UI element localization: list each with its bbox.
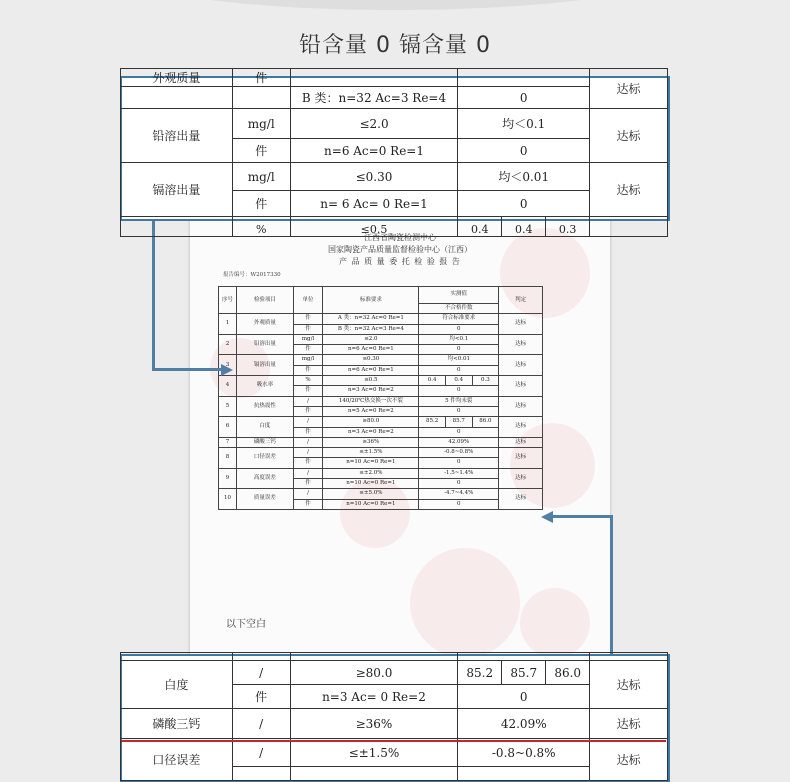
zoom-unit-lead: mg/l <box>232 109 290 139</box>
row-measured-value: 均<0.01 <box>419 355 499 365</box>
zoom-tail-val-1: 0.4 <box>458 217 502 237</box>
zoom-val2-cadmium: 0 <box>458 191 590 217</box>
report-row <box>219 376 543 386</box>
row-unit: / <box>293 437 323 447</box>
row-judgement: 达标 <box>499 334 543 355</box>
zoom-tail-val-3: 0.3 <box>546 217 590 237</box>
zoom-partial-item: 外观质量 <box>121 69 233 87</box>
row-requirement: n=6 Ac=0 Re=1 <box>323 365 419 375</box>
row-unit: 件 <box>293 345 323 355</box>
zoom-item-cadmium: 镉溶出量 <box>121 163 233 217</box>
zoom-item-lead: 铅溶出量 <box>121 109 233 163</box>
report-row <box>219 334 543 344</box>
highlight-line <box>121 740 666 742</box>
row-requirement: n=3 Ac=0 Re=2 <box>323 427 419 437</box>
row-unit: / <box>293 417 323 427</box>
arrow-left-icon <box>541 511 553 523</box>
zoom-partial-judge: 达标 <box>590 69 668 109</box>
zoom-req-caliber: ≤±1.5% <box>290 739 458 767</box>
row-requirement: ≤±1.5% <box>323 448 419 458</box>
report-row <box>219 489 543 499</box>
zoom-judge-cadmium: 达标 <box>590 163 668 217</box>
zoom-unit2-cadmium: 件 <box>232 191 290 217</box>
row-requirement: ≥80.0 <box>323 417 419 427</box>
row-unit: 件 <box>293 386 323 396</box>
row-item: 磷酸三钙 <box>237 437 293 447</box>
zoom-item-caliber: 口径误差 <box>121 739 233 781</box>
row-measured-value: 85.2 <box>419 417 446 427</box>
report-footer-blank: 以下空白 <box>226 619 266 630</box>
row-unit: mg/l <box>293 334 323 344</box>
zoom-tail-judge <box>590 217 668 237</box>
row-unit: 件 <box>293 406 323 416</box>
row-number: 8 <box>219 448 237 469</box>
zoom-item-whiteness: 白度 <box>121 661 233 709</box>
zoom-bottom-table <box>120 652 668 781</box>
row-number: 4 <box>219 376 237 397</box>
zoom-judge-lead: 达标 <box>590 109 668 163</box>
zoom-val2-whiteness: 0 <box>458 685 590 709</box>
row-item: 抗热震性 <box>237 396 293 417</box>
row-requirement: ≤0.5 <box>323 376 419 386</box>
zoom-judge-whiteness: 达标 <box>590 661 668 709</box>
zoom-req-cadmium: ≤0.30 <box>290 163 458 191</box>
row-number: 10 <box>219 489 237 510</box>
row-unit: 件 <box>293 499 323 509</box>
row-requirement: n=10 Ac=0 Re=1 <box>323 499 419 509</box>
row-number: 2 <box>219 334 237 355</box>
zoom-partial-req: B 类：n=32 Ac=3 Re=4 <box>290 87 458 109</box>
row-measured-value: 42.09% <box>419 437 499 447</box>
row-measured-value: 85.7 <box>445 417 472 427</box>
row-unit: 件 <box>293 458 323 468</box>
row-measured-value: -4.7~4.4% <box>419 489 499 499</box>
page-headline: 铅含量 0 镉含量 0 <box>299 33 491 58</box>
zoom-callout-whiteness-tcp <box>120 654 670 782</box>
zoom-val-tcp: 42.09% <box>458 709 590 739</box>
zoom-partial-unit-cont <box>232 87 290 109</box>
row-item: 外观质量 <box>237 314 293 335</box>
zoom-tail-req: ≤0.5 <box>290 217 458 237</box>
row-measured-value: 0 <box>419 345 499 355</box>
zoom-item-tcp: 磷酸三钙 <box>121 709 233 739</box>
row-unit: / <box>293 448 323 458</box>
row-requirement: n=5 Ac=0 Re=2 <box>323 406 419 416</box>
row-measured-value: 0 <box>419 479 499 489</box>
zoom-tail-unit: % <box>232 217 290 237</box>
zoom-val-whiteness-3: 86.0 <box>546 661 590 685</box>
row-requirement: n=6 Ac=0 Re=1 <box>323 345 419 355</box>
zoom-unit2-whiteness: 件 <box>232 685 290 709</box>
row-requirement: ≤±5.0% <box>323 489 419 499</box>
header-item: 检验项目 <box>237 287 293 314</box>
row-measured-value: 0 <box>419 406 499 416</box>
zoom-partial-top-req <box>290 69 458 87</box>
row-requirement: ≤±2.0% <box>323 468 419 478</box>
header-judgement: 判定 <box>499 287 543 314</box>
row-number: 1 <box>219 314 237 335</box>
arrow-right-icon <box>221 364 233 376</box>
row-judgement: 达标 <box>499 396 543 417</box>
zoom-val-cadmium: 均＜0.01 <box>458 163 590 191</box>
row-measured-value: 0.3 <box>472 376 499 386</box>
row-number: 6 <box>219 417 237 438</box>
row-item: 高度误差 <box>237 468 293 489</box>
row-measured-value: 86.0 <box>472 417 499 427</box>
row-judgement: 达标 <box>499 376 543 397</box>
report-row <box>219 468 543 478</box>
row-unit: 件 <box>293 324 323 334</box>
zoom-judge-tcp: 达标 <box>590 709 668 739</box>
zoom-unit-caliber: / <box>232 739 290 767</box>
zoom-judge-caliber: 达标 <box>590 739 668 781</box>
connector-top-vertical <box>152 219 155 371</box>
row-measured-value: 0 <box>419 427 499 437</box>
zoom-req2-lead: n=6 Ac=0 Re=1 <box>290 139 458 163</box>
report-row <box>219 396 543 406</box>
zoom-req-tcp: ≥36% <box>290 709 458 739</box>
row-unit: 件 <box>293 365 323 375</box>
zoom-req2-cadmium: n= 6 Ac= 0 Re=1 <box>290 191 458 217</box>
row-number: 3 <box>219 355 237 376</box>
row-unit: / <box>293 489 323 499</box>
zoom-partial-top-val <box>458 69 590 87</box>
header-requirement: 标准要求 <box>323 287 419 314</box>
zoom-partial-unit: 件 <box>232 69 290 87</box>
zoom-partial-item-cont <box>121 87 233 109</box>
row-measured-value: 0 <box>419 386 499 396</box>
row-unit: 件 <box>293 314 323 324</box>
top-decorative-arc <box>115 0 675 10</box>
row-number: 5 <box>219 396 237 417</box>
row-item: 铅溶出量 <box>237 334 293 355</box>
row-judgement: 达标 <box>499 448 543 469</box>
header-unit: 单位 <box>293 287 323 314</box>
row-unit: % <box>293 376 323 386</box>
connector-bottom-vertical <box>610 515 613 655</box>
row-judgement: 达标 <box>499 468 543 489</box>
header-unqualified-count: 不合格件数 <box>419 304 499 314</box>
row-requirement: ≥36% <box>323 437 419 447</box>
header-no: 序号 <box>219 287 237 314</box>
row-judgement: 达标 <box>499 489 543 510</box>
row-unit: / <box>293 468 323 478</box>
zoom-req2-whiteness: n=3 Ac= 0 Re=2 <box>290 685 458 709</box>
zoom-tail-item <box>121 217 233 237</box>
zoom-callout-lead-cadmium <box>120 71 670 236</box>
zoom-req-whiteness: ≥80.0 <box>290 661 458 685</box>
row-number: 9 <box>219 468 237 489</box>
row-requirement: A 类：n=32 Ac=0 Re=1 <box>323 314 419 324</box>
row-measured-value: 0 <box>419 458 499 468</box>
zoom-unit-cadmium: mg/l <box>232 163 290 191</box>
zoom-val-lead: 均＜0.1 <box>458 109 590 139</box>
report-org-line2: 国家陶瓷产品质量监督检验中心（江西） <box>328 245 472 254</box>
zoom-unit2-lead: 件 <box>232 139 290 163</box>
row-requirement: 140/20℃热交换一次不裂 <box>323 396 419 406</box>
row-measured-value: -1.5~1.4% <box>419 468 499 478</box>
report-table <box>218 286 543 510</box>
zoom-val-whiteness-1: 85.2 <box>458 661 502 685</box>
row-measured-value: 0.4 <box>419 376 446 386</box>
zoom-top-table <box>120 68 668 237</box>
row-judgement: 达标 <box>499 355 543 376</box>
header-measured: 实测值 <box>419 287 499 304</box>
report-row <box>219 448 543 458</box>
report-number: 报告编号：W2017330 <box>223 272 281 278</box>
row-item: 白度 <box>237 417 293 438</box>
row-unit: / <box>293 396 323 406</box>
zoom-val2-lead: 0 <box>458 139 590 163</box>
row-number: 7 <box>219 437 237 447</box>
zoom-partial-val: 0 <box>458 87 590 109</box>
report-row <box>219 417 543 427</box>
zoom-unit-whiteness: / <box>232 661 290 685</box>
row-requirement: ≤2.0 <box>323 334 419 344</box>
row-requirement: B 类：n=32 Ac=3 Re=4 <box>323 324 419 334</box>
zoom-val-caliber: -0.8~0.8% <box>458 739 590 767</box>
row-item: 吸水率 <box>237 376 293 397</box>
zoom-unit-tcp: / <box>232 709 290 739</box>
row-measured-value: 均<0.1 <box>419 334 499 344</box>
report-title: 产 品 质 量 委 托 检 验 报 告 <box>339 257 461 266</box>
row-requirement: ≤0.30 <box>323 355 419 365</box>
row-unit: mg/l <box>293 355 323 365</box>
zoom-val-whiteness-2: 85.7 <box>502 661 546 685</box>
zoom-tail-val-2: 0.4 <box>502 217 546 237</box>
row-judgement: 达标 <box>499 314 543 335</box>
connector-bottom-horizontal <box>552 515 613 518</box>
row-item: 质量误差 <box>237 489 293 510</box>
report-row <box>219 355 543 365</box>
report-row <box>219 314 543 324</box>
zoom-req-lead: ≤2.0 <box>290 109 458 139</box>
report-row <box>219 437 543 447</box>
row-measured-value: 5 件均未裂 <box>419 396 499 406</box>
row-requirement: n=3 Ac=0 Re=2 <box>323 386 419 396</box>
row-unit: 件 <box>293 427 323 437</box>
row-measured-value: 0 <box>419 365 499 375</box>
row-item: 镉溶出量 <box>237 355 293 376</box>
report-org-line1: 江西省陶瓷检测中心 <box>364 233 436 242</box>
row-judgement: 达标 <box>499 437 543 447</box>
row-item: 口径误差 <box>237 448 293 469</box>
row-requirement: n=10 Ac=0 Re=1 <box>323 458 419 468</box>
row-requirement: n=10 Ac=0 Re=1 <box>323 479 419 489</box>
row-measured-value: -0.8~0.8% <box>419 448 499 458</box>
connector-top-horizontal <box>152 368 222 371</box>
row-measured-value: 0.4 <box>445 376 472 386</box>
row-judgement: 达标 <box>499 417 543 438</box>
row-measured-value: 符合标准要求 <box>419 314 499 324</box>
row-measured-value: 0 <box>419 324 499 334</box>
inspection-report <box>190 218 610 658</box>
row-unit: 件 <box>293 479 323 489</box>
row-measured-value: 0 <box>419 499 499 509</box>
